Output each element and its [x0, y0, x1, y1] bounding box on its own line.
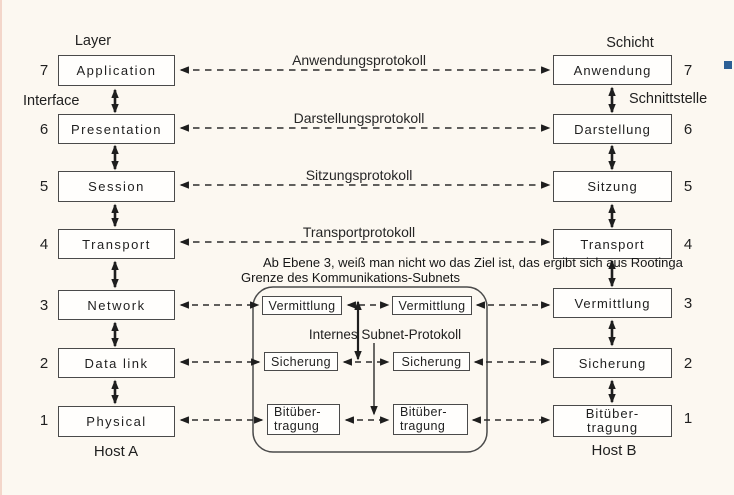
host-b-layer-6-box: Darstellung [553, 114, 672, 144]
subnet-b-l1-line2: tragung [400, 418, 446, 433]
host-a-layer-5-number: 5 [39, 178, 49, 195]
protocol-label-5: Sitzungsprotokoll [305, 167, 413, 183]
subnet-b-l1-line1: Bitüber- [400, 404, 447, 419]
host-a-layer-3-box: Network [58, 290, 175, 320]
host-b-layer-2-box: Sicherung [553, 348, 672, 378]
host-b-layer-3-number: 3 [683, 295, 693, 312]
host-a-layer-1-box: Physical [58, 406, 175, 437]
host-b-layer-5-box: Sitzung [553, 171, 672, 202]
host-a-layer-2-number: 2 [39, 355, 49, 372]
host-b-layer-4-number: 4 [683, 236, 693, 253]
host-b-layer-4-box: Transport [553, 229, 672, 259]
protocol-lines [181, 70, 549, 242]
subnet-a-sicherung-box: Sicherung [264, 352, 338, 371]
subnet-boundary-label: Grenze des Kommunikations-Subnets [241, 270, 460, 285]
subnet-a-vermittlung-box: Vermittlung [262, 296, 342, 315]
host-a-layer-2-box: Data link [58, 348, 175, 378]
host-a-layer-4-number: 4 [39, 236, 49, 253]
host-b-layer-1-number: 1 [683, 410, 693, 427]
right-column-title: Schicht [606, 35, 654, 51]
host-a-label: Host A [93, 443, 139, 460]
host-b-layer-2-number: 2 [683, 355, 693, 372]
host-a-layer-6-box: Presentation [58, 114, 175, 144]
subnet-b-sicherung-box: Sicherung [393, 352, 470, 371]
subnet-a-l1-line2: tragung [274, 418, 320, 433]
subnet-b-vermittlung-box: Vermittlung [392, 296, 472, 315]
interface-label-right: Schnittstelle [629, 91, 708, 107]
host-b-label: Host B [591, 442, 637, 459]
host-a-layer-7-box: Application [58, 55, 175, 86]
protocol-label-7: Anwendungsprotokoll [292, 52, 426, 68]
host-b-layer-6-number: 6 [683, 121, 693, 138]
left-column-title: Layer [74, 33, 112, 49]
slide-bullet-icon [724, 61, 732, 69]
protocol-label-6: Darstellungsprotokoll [293, 110, 425, 126]
host-b-layer-5-number: 5 [683, 178, 693, 195]
host-a-layer-5-box: Session [58, 171, 175, 202]
subnet-internal-protocol-label: Internes Subnet-Protokoll [308, 327, 462, 342]
subnet-b-bituebertragung-box [393, 404, 468, 435]
host-b-layer-7-number: 7 [683, 62, 693, 79]
subnet-lines [181, 305, 549, 420]
annotation-routing-note: Ab Ebene 3, weiß man nicht wo das Ziel ist, das ergibt sich aus Rootinga [263, 255, 683, 270]
host-a-layer-7-number: 7 [39, 62, 49, 79]
host-b-layer-7-box: Anwendung [553, 55, 672, 85]
host-b-layer-1-box [553, 405, 672, 437]
host-b-layer-1-line1: Bitüber- [585, 405, 640, 421]
subnet-a-bituebertragung-box [267, 404, 340, 435]
interface-label-left: Interface [23, 93, 80, 109]
subnet-a-l1-line1: Bitüber- [274, 404, 321, 419]
host-a-layer-4-box: Transport [58, 229, 175, 259]
host-b-layer-3-box: Vermittlung [553, 288, 672, 318]
protocol-label-4: Transportprotokoll [302, 224, 416, 240]
host-b-layer-1-line2: tragung [586, 420, 639, 435]
host-a-layer-1-number: 1 [39, 412, 49, 429]
host-a-layer-6-number: 6 [39, 121, 49, 138]
host-a-layer-3-number: 3 [39, 297, 49, 314]
